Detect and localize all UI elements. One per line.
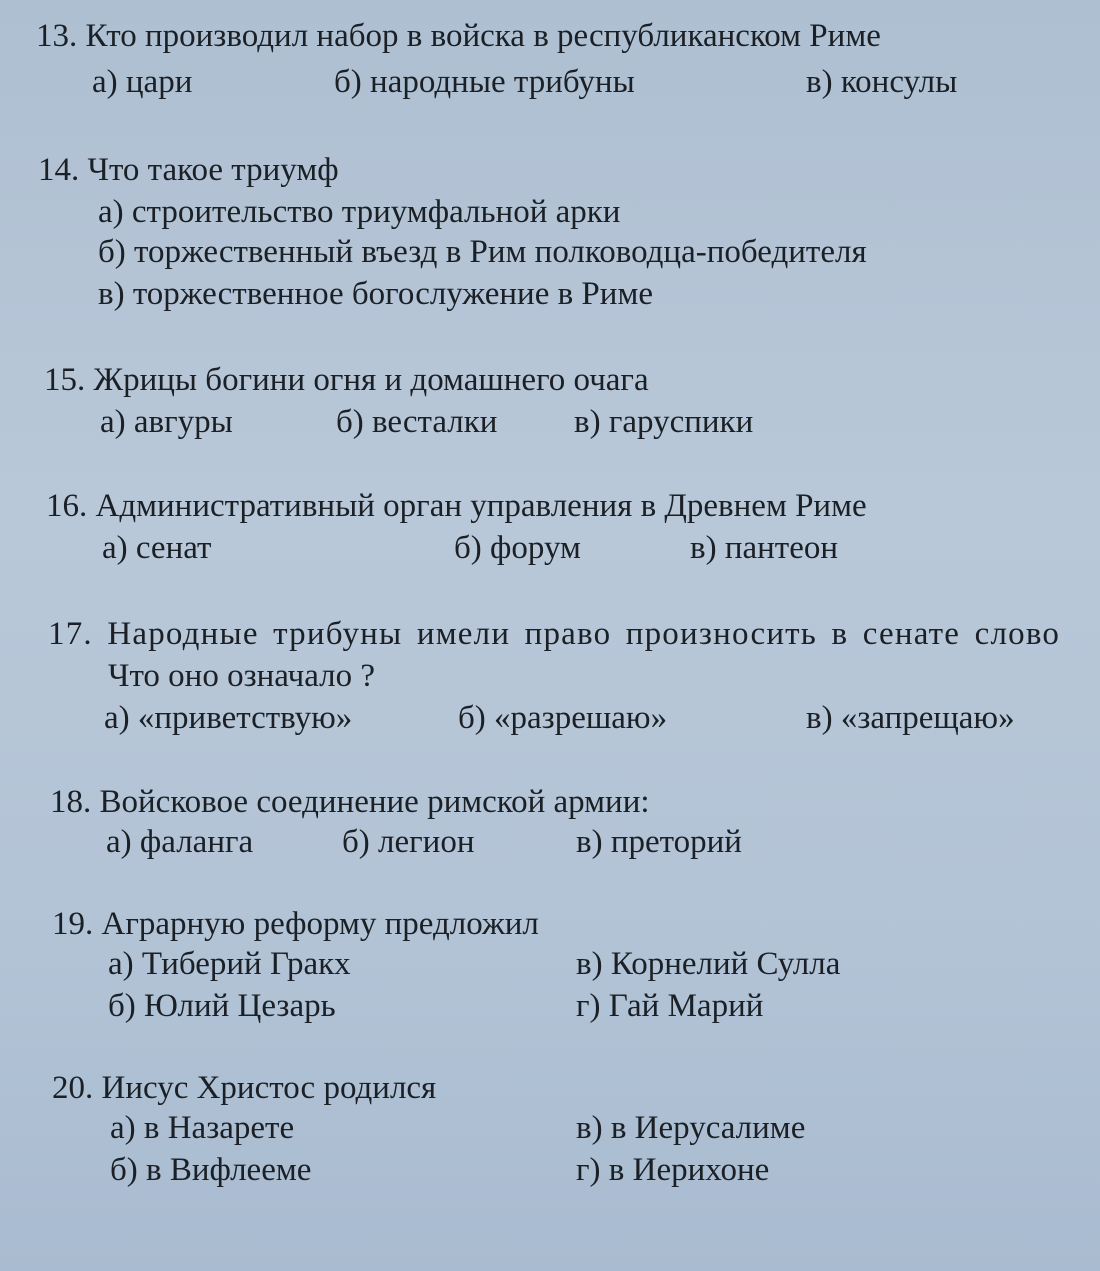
question-17-stem <box>48 614 1060 654</box>
question-13-stem <box>36 16 881 56</box>
question-14-stem <box>38 150 339 190</box>
q20-option-b: б) в Вифлееме <box>110 1152 312 1188</box>
q14-option-c: в) торжественное богослужение в Риме <box>98 276 653 312</box>
question-number: 20. <box>52 1070 94 1106</box>
question-15-stem <box>44 360 649 400</box>
question-18-stem <box>50 782 650 822</box>
q20-option-c: в) в Иерусалиме <box>576 1110 806 1146</box>
question-number: 16. <box>46 488 88 524</box>
q15-option-a: а) авгуры <box>100 404 233 440</box>
question-17-stem-continued: Что оно означало ? <box>108 658 376 694</box>
question-number: 17. <box>48 616 93 652</box>
q15-option-c: в) гаруспики <box>574 404 754 440</box>
q14-option-a: а) строительство триумфальной арки <box>98 194 621 230</box>
q16-option-c: в) пантеон <box>690 530 839 566</box>
q13-option-b: б) народные трибуны <box>334 64 635 100</box>
question-19-stem <box>52 904 539 944</box>
question-number: 14. <box>38 152 80 188</box>
q16-option-b: б) форум <box>454 530 581 566</box>
q17-option-b: б) «разрешаю» <box>458 700 668 736</box>
question-text: Войсковое соединение римской армии: <box>99 784 650 820</box>
q19-option-a: а) Тиберий Гракх <box>108 946 351 982</box>
question-text: Что такое триумф <box>87 152 339 188</box>
q20-option-a: а) в Назарете <box>110 1110 295 1146</box>
question-20-stem <box>52 1068 436 1108</box>
question-text: Иисус Христос родился <box>101 1070 437 1106</box>
question-text: Аграрную реформу предложил <box>101 906 539 942</box>
question-text: Народные трибуны имели право произносить в сенате слово <box>107 616 1061 652</box>
q16-option-a: а) сенат <box>102 530 212 566</box>
q18-option-b: б) легион <box>342 824 475 860</box>
q18-option-a: а) фаланга <box>106 824 254 860</box>
question-text: Жрицы богини огня и домашнего очага <box>93 362 649 398</box>
question-16-stem <box>46 486 867 526</box>
q13-option-c: в) консулы <box>806 64 958 100</box>
q20-option-d: г) в Иерихоне <box>576 1152 770 1188</box>
q15-option-b: б) весталки <box>336 404 498 440</box>
q19-option-c: в) Корнелий Сулла <box>576 946 841 982</box>
q13-option-a: а) цари <box>92 64 193 100</box>
q17-option-a: а) «приветствую» <box>104 700 353 736</box>
q19-option-d: г) Гай Марий <box>576 988 764 1024</box>
q14-option-b: б) торжественный въезд в Рим полководца-победителя <box>98 234 867 270</box>
question-number: 15. <box>44 362 86 398</box>
q17-option-c: в) «запрещаю» <box>806 700 1015 736</box>
question-number: 19. <box>52 906 94 942</box>
question-text: Административный орган управления в Древнем Риме <box>95 488 867 524</box>
question-text: Кто производил набор в войска в республиканском Риме <box>85 18 881 54</box>
q18-option-c: в) преторий <box>576 824 742 860</box>
question-number: 13. <box>36 18 78 54</box>
q19-option-b: б) Юлий Цезарь <box>108 988 336 1024</box>
question-number: 18. <box>50 784 92 820</box>
